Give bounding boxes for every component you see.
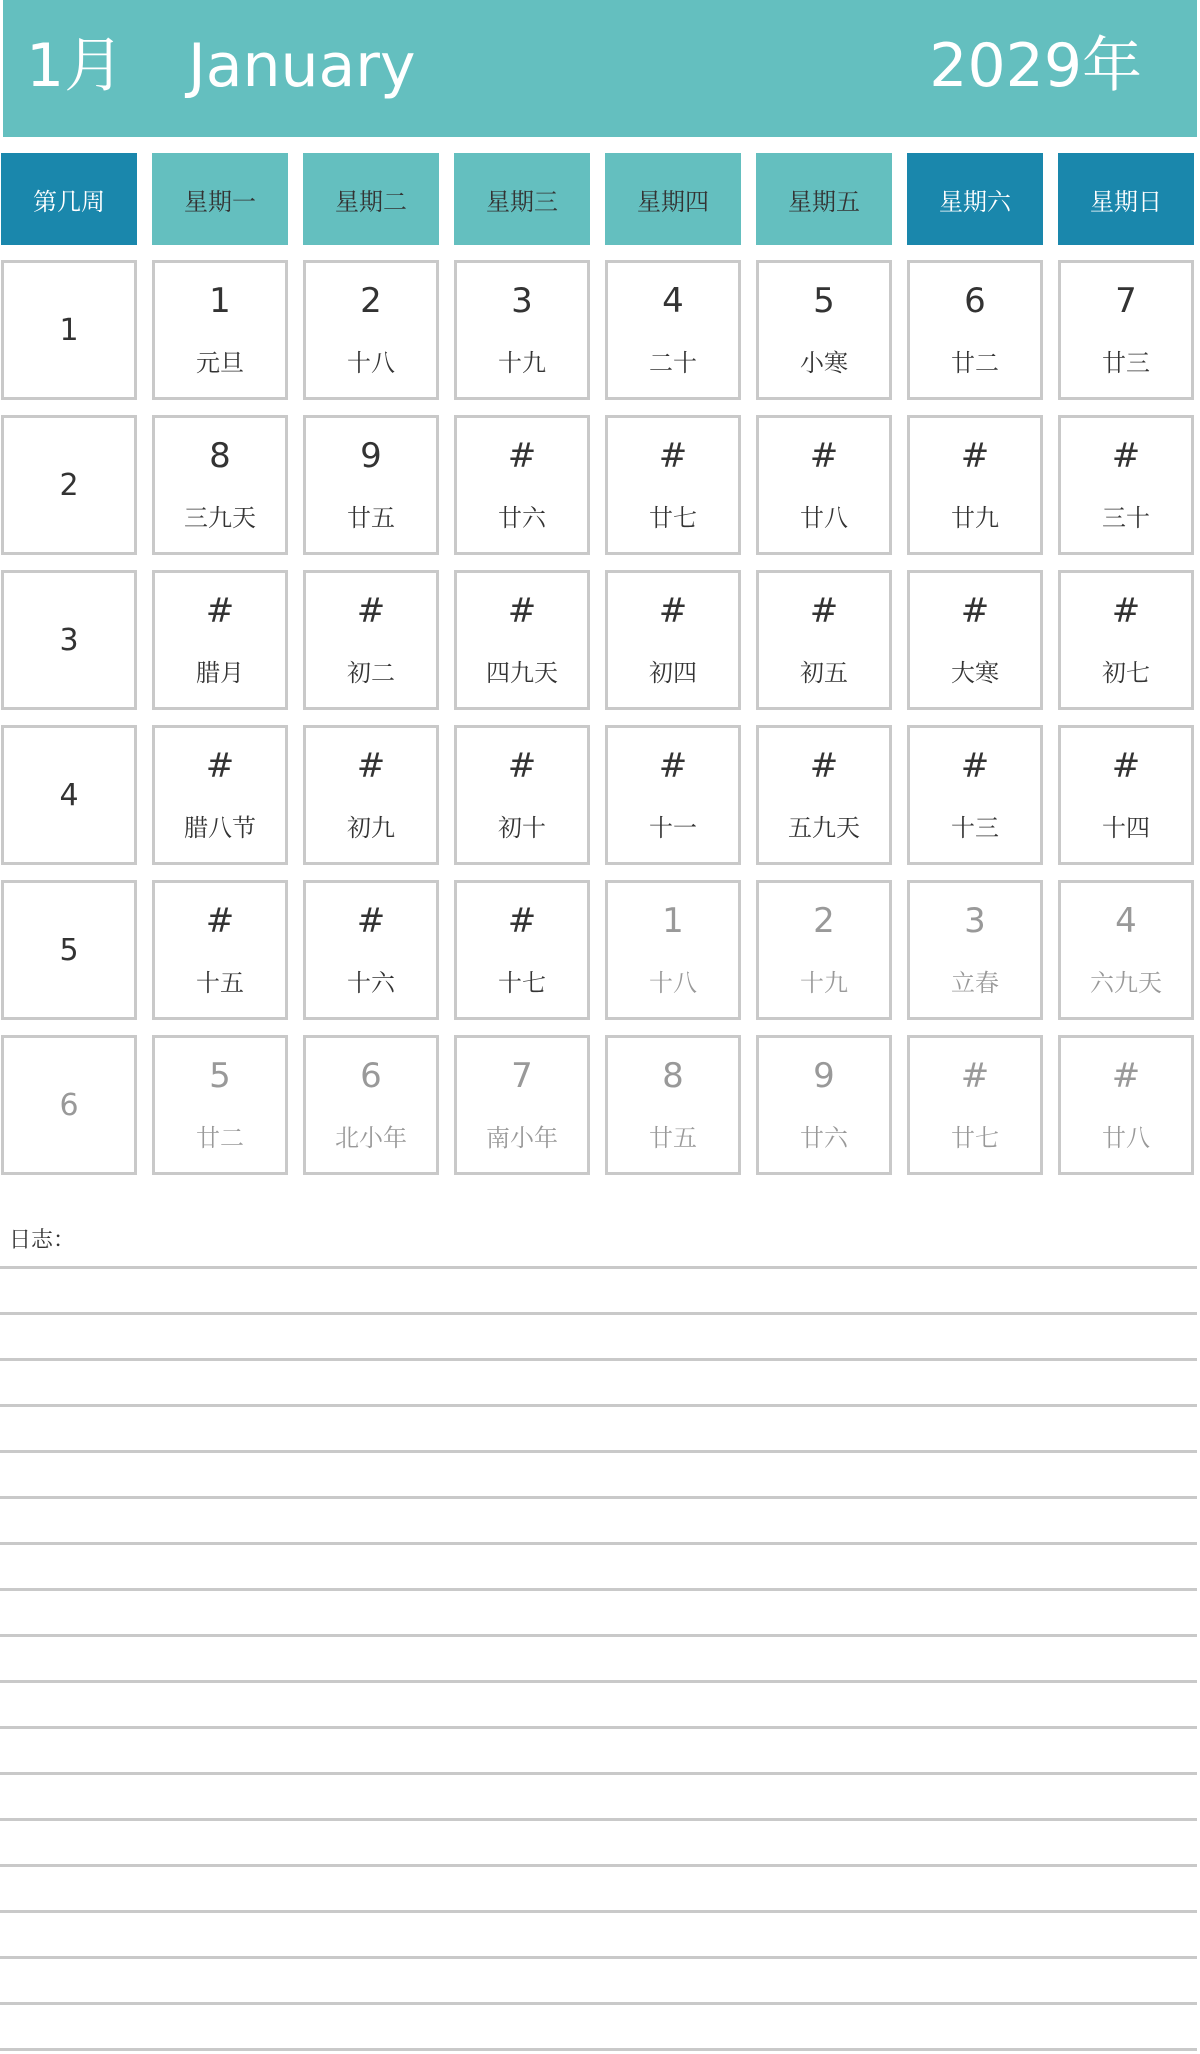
day-number: 6 (964, 281, 986, 321)
week-number: 2 (59, 467, 79, 503)
log-line[interactable] (0, 1312, 1197, 1315)
lunar-date: 十九 (800, 969, 848, 997)
day-cell[interactable] (907, 1035, 1043, 1175)
weekday-header: 星期六 (907, 153, 1043, 245)
day-cell[interactable] (907, 725, 1043, 865)
day-cell[interactable] (303, 415, 439, 555)
day-cell[interactable] (605, 415, 741, 555)
month-english: January (188, 31, 416, 101)
log-line[interactable] (0, 1680, 1197, 1683)
day-cell[interactable] (454, 260, 590, 400)
day-number: # (960, 436, 990, 476)
day-cell[interactable] (152, 880, 288, 1020)
day-number: 1 (662, 901, 684, 941)
day-number: # (809, 591, 839, 631)
lunar-date: 北小年 (335, 1124, 407, 1152)
day-number: 1 (209, 281, 231, 321)
log-line[interactable] (0, 1634, 1197, 1637)
day-number: 4 (662, 281, 684, 321)
lunar-date: 初十 (498, 814, 546, 842)
log-line[interactable] (0, 1266, 1197, 1269)
log-line[interactable] (0, 1956, 1197, 1959)
lunar-date: 廿六 (800, 1124, 848, 1152)
day-cell[interactable] (303, 260, 439, 400)
log-line[interactable] (0, 2002, 1197, 2005)
day-cell[interactable] (605, 725, 741, 865)
day-cell[interactable] (1058, 415, 1194, 555)
lunar-date: 廿七 (649, 504, 697, 532)
lunar-date: 初七 (1102, 659, 1150, 687)
lunar-date: 廿八 (800, 504, 848, 532)
lunar-date: 廿三 (1102, 349, 1150, 377)
day-number: 2 (813, 901, 835, 941)
day-number: # (507, 591, 537, 631)
day-cell[interactable] (454, 725, 590, 865)
lunar-date: 五九天 (788, 814, 860, 842)
day-cell[interactable] (756, 415, 892, 555)
week-number: 4 (59, 777, 79, 813)
day-number: # (205, 591, 235, 631)
weekday-header: 星期二 (303, 153, 439, 245)
day-number: # (1111, 591, 1141, 631)
day-number: 3 (964, 901, 986, 941)
day-cell[interactable] (756, 1035, 892, 1175)
day-number: # (658, 591, 688, 631)
day-number: 9 (360, 436, 382, 476)
day-number: # (1111, 746, 1141, 786)
lunar-date: 十八 (649, 969, 697, 997)
day-cell[interactable] (907, 415, 1043, 555)
weekday-header: 星期三 (454, 153, 590, 245)
lunar-date: 十九 (498, 349, 546, 377)
lunar-date: 廿七 (951, 1124, 999, 1152)
day-number: # (1111, 436, 1141, 476)
week-number-cell (1, 880, 137, 1020)
day-cell[interactable] (454, 570, 590, 710)
day-number: 3 (511, 281, 533, 321)
weekday-header: 星期四 (605, 153, 741, 245)
lunar-date: 廿八 (1102, 1124, 1150, 1152)
log-line[interactable] (0, 1588, 1197, 1591)
log-label: 日志： (9, 1228, 76, 1253)
day-cell[interactable] (1058, 1035, 1194, 1175)
day-cell[interactable] (152, 415, 288, 555)
day-cell[interactable] (152, 1035, 288, 1175)
lunar-date: 廿五 (649, 1124, 697, 1152)
log-line[interactable] (0, 1818, 1197, 1821)
day-cell[interactable] (756, 725, 892, 865)
lunar-date: 腊月 (196, 659, 244, 687)
weekday-header-row (0, 153, 1200, 245)
day-cell[interactable] (756, 260, 892, 400)
lunar-date: 三十 (1102, 504, 1150, 532)
lunar-date: 三九天 (184, 504, 256, 532)
lunar-date: 南小年 (486, 1124, 558, 1152)
lunar-date: 初五 (800, 659, 848, 687)
day-number: 9 (813, 1056, 835, 1096)
lunar-date: 十四 (1102, 814, 1150, 842)
day-cell[interactable] (907, 880, 1043, 1020)
lunar-date: 廿六 (498, 504, 546, 532)
day-number: # (205, 901, 235, 941)
log-line[interactable] (0, 1542, 1197, 1545)
lunar-date: 六九天 (1090, 969, 1162, 997)
week-number: 6 (59, 1087, 79, 1123)
day-number: # (205, 746, 235, 786)
lunar-date: 十一 (649, 814, 697, 842)
day-number: 8 (662, 1056, 684, 1096)
day-number: # (960, 591, 990, 631)
day-cell[interactable] (454, 1035, 590, 1175)
lunar-date: 初二 (347, 659, 395, 687)
lunar-date: 廿二 (951, 349, 999, 377)
year-label: 2029年 (929, 31, 1142, 101)
day-number: 5 (209, 1056, 231, 1096)
lunar-date: 廿五 (347, 504, 395, 532)
lunar-date: 初四 (649, 659, 697, 687)
lunar-date: 元旦 (196, 349, 244, 377)
day-cell[interactable] (907, 570, 1043, 710)
day-number: 2 (360, 281, 382, 321)
day-cell[interactable] (605, 880, 741, 1020)
log-line[interactable] (0, 1450, 1197, 1453)
day-cell[interactable] (303, 880, 439, 1020)
day-number: # (356, 746, 386, 786)
week-number-cell (1, 725, 137, 865)
day-number: # (507, 746, 537, 786)
day-number: # (1111, 1056, 1141, 1096)
lunar-date: 十三 (951, 814, 999, 842)
day-cell[interactable] (605, 260, 741, 400)
week-number-header: 第几周 (1, 153, 137, 245)
week-number: 5 (59, 932, 79, 968)
day-number: 4 (1115, 901, 1137, 941)
day-cell[interactable] (303, 1035, 439, 1175)
day-number: # (507, 436, 537, 476)
lunar-date: 四九天 (486, 659, 558, 687)
day-cell[interactable] (605, 1035, 741, 1175)
log-line[interactable] (0, 2048, 1197, 2051)
day-cell[interactable] (1058, 880, 1194, 1020)
day-cell[interactable] (756, 570, 892, 710)
week-number-cell (1, 1035, 137, 1175)
lunar-date: 初九 (347, 814, 395, 842)
day-cell[interactable] (756, 880, 892, 1020)
day-number: 7 (511, 1056, 533, 1096)
day-number: # (960, 1056, 990, 1096)
day-cell[interactable] (303, 725, 439, 865)
log-line[interactable] (0, 1404, 1197, 1407)
log-line[interactable] (0, 1496, 1197, 1499)
log-line[interactable] (0, 1358, 1197, 1361)
lunar-date: 十六 (347, 969, 395, 997)
lunar-date: 小寒 (800, 349, 848, 377)
day-cell[interactable] (1058, 570, 1194, 710)
lunar-date: 二十 (649, 349, 697, 377)
day-number: # (960, 746, 990, 786)
log-line[interactable] (0, 1772, 1197, 1775)
day-cell[interactable] (152, 260, 288, 400)
day-cell[interactable] (454, 415, 590, 555)
weekday-header: 星期日 (1058, 153, 1194, 245)
log-line[interactable] (0, 1864, 1197, 1867)
week-number: 3 (59, 622, 79, 658)
log-line[interactable] (0, 1726, 1197, 1729)
day-number: 7 (1115, 281, 1137, 321)
day-cell[interactable] (152, 725, 288, 865)
lunar-date: 十七 (498, 969, 546, 997)
lunar-date: 大寒 (951, 659, 999, 687)
day-number: # (809, 436, 839, 476)
week-number-cell (1, 415, 137, 555)
lunar-date: 腊八节 (184, 814, 256, 842)
weekday-header: 星期一 (152, 153, 288, 245)
lunar-date: 廿九 (951, 504, 999, 532)
week-number: 1 (59, 312, 79, 348)
lunar-date: 廿二 (196, 1124, 244, 1152)
day-cell[interactable] (303, 570, 439, 710)
calendar-header (3, 0, 1197, 137)
day-number: # (356, 901, 386, 941)
day-number: 6 (360, 1056, 382, 1096)
day-cell[interactable] (605, 570, 741, 710)
day-number: 8 (209, 436, 231, 476)
day-number: # (658, 746, 688, 786)
day-number: 5 (813, 281, 835, 321)
month-chinese: 1月 (26, 31, 125, 101)
log-line[interactable] (0, 1910, 1197, 1913)
day-number: # (356, 591, 386, 631)
day-number: # (809, 746, 839, 786)
day-cell[interactable] (1058, 260, 1194, 400)
lunar-date: 十八 (347, 349, 395, 377)
weekday-header: 星期五 (756, 153, 892, 245)
week-number-cell (1, 260, 137, 400)
lunar-date: 十五 (196, 969, 244, 997)
day-number: # (658, 436, 688, 476)
day-cell[interactable] (152, 570, 288, 710)
day-cell[interactable] (454, 880, 590, 1020)
week-number-cell (1, 570, 137, 710)
day-cell[interactable] (907, 260, 1043, 400)
day-cell[interactable] (1058, 725, 1194, 865)
lunar-date: 立春 (951, 969, 999, 997)
day-number: # (507, 901, 537, 941)
